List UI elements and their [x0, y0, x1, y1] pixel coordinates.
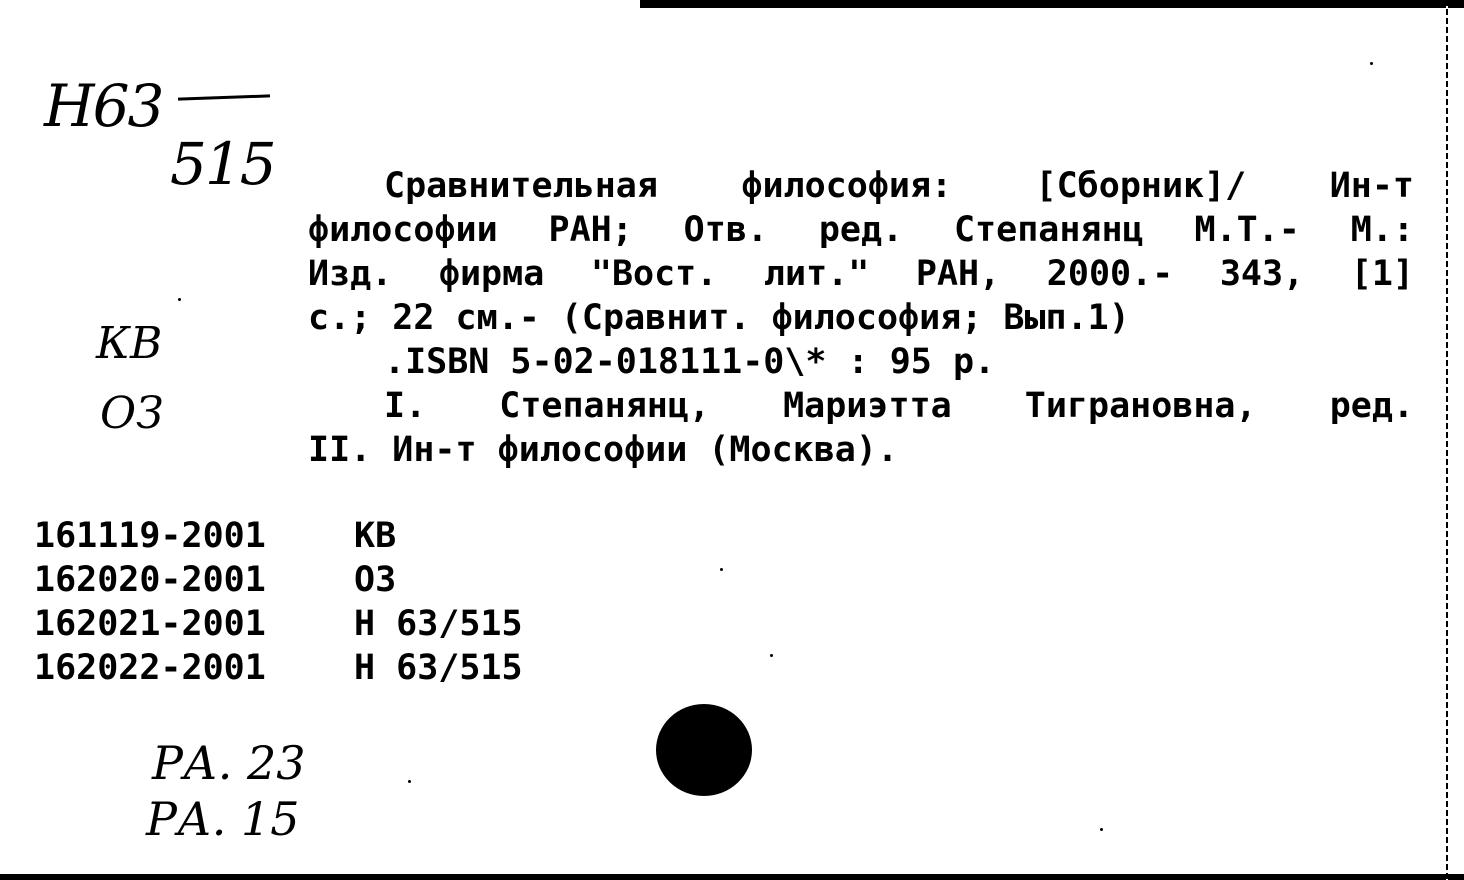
inventory-number: 161119-2001 [34, 516, 266, 556]
entry-word: РАН, [915, 254, 1001, 294]
inventory-number: 162021-2001 [34, 604, 266, 644]
inventory-location: Н 63/515 [354, 648, 523, 688]
entry-word: I. [384, 386, 427, 426]
entry-word: философии [308, 210, 498, 250]
entry-word: Сравнительная [384, 166, 658, 206]
entry-line-2 [308, 208, 1414, 252]
entry-word: [Сборник]/ [1035, 166, 1247, 206]
punch-hole [656, 704, 752, 796]
entry-line-1 [384, 164, 1414, 208]
entry-word: Степанянц [953, 210, 1144, 250]
entry-word: Отв. [683, 210, 768, 250]
entry-word: ред. [1329, 386, 1414, 426]
scan-speck [408, 780, 411, 783]
inventory-location: Н 63/515 [354, 604, 523, 644]
inventory-number: 162020-2001 [34, 560, 266, 600]
inventory-location: КВ [354, 516, 397, 556]
entry-word: лит." [763, 254, 870, 294]
handwritten-ra-1: РА. 23 [152, 736, 306, 790]
scan-speck [770, 654, 773, 657]
inventory-row [34, 514, 396, 558]
entry-word: Изд. [308, 254, 393, 294]
entry-word: фирма [438, 254, 545, 294]
entry-line-7: II. Ин-т философии (Москва). [308, 430, 899, 470]
entry-word: 2000.- [1046, 254, 1174, 294]
entry-word: Мариэтта [783, 386, 952, 426]
inventory-row [34, 602, 523, 646]
shelf-mark-bottom: 515 [170, 130, 275, 198]
entry-word: 343, [1219, 254, 1305, 294]
shelf-mark-rule [178, 94, 270, 100]
scan-speck [1370, 62, 1373, 65]
handwritten-oz: ОЗ [100, 388, 164, 439]
card-top-edge [640, 0, 1464, 8]
inventory-location: ОЗ [354, 560, 397, 600]
entry-word: [1] [1350, 254, 1414, 294]
entry-word: философия: [741, 166, 953, 206]
inventory-row [34, 646, 523, 690]
scan-speck [720, 568, 723, 571]
handwritten-kv: КВ [96, 318, 163, 369]
entry-line-4: с.; 22 см.- (Сравнит. философия; Вып.1) [308, 298, 1130, 338]
entry-word: РАН; [548, 210, 633, 250]
handwritten-ra-2: РА. 15 [146, 792, 300, 846]
inventory-row [34, 558, 396, 602]
entry-word: М.: [1350, 210, 1414, 250]
entry-word: Тиграновна, [1024, 386, 1257, 426]
entry-line-3 [308, 252, 1414, 296]
shelf-mark-top: Н63 [44, 72, 163, 140]
entry-word: ред. [818, 210, 904, 250]
card-bottom-edge [0, 874, 1464, 880]
entry-word: М.Т.- [1194, 210, 1300, 250]
scan-speck [1100, 828, 1103, 831]
isbn-line: .ISBN 5-02-018111-0\* : 95 р. [384, 342, 996, 382]
entry-line-6 [384, 384, 1414, 428]
scan-speck [178, 298, 181, 301]
inventory-number: 162022-2001 [34, 648, 266, 688]
entry-word: Степанянц, [499, 386, 710, 426]
entry-word: "Вост. [590, 254, 718, 294]
card-right-edge [1446, 0, 1448, 880]
entry-word: Ин-т [1329, 166, 1414, 206]
